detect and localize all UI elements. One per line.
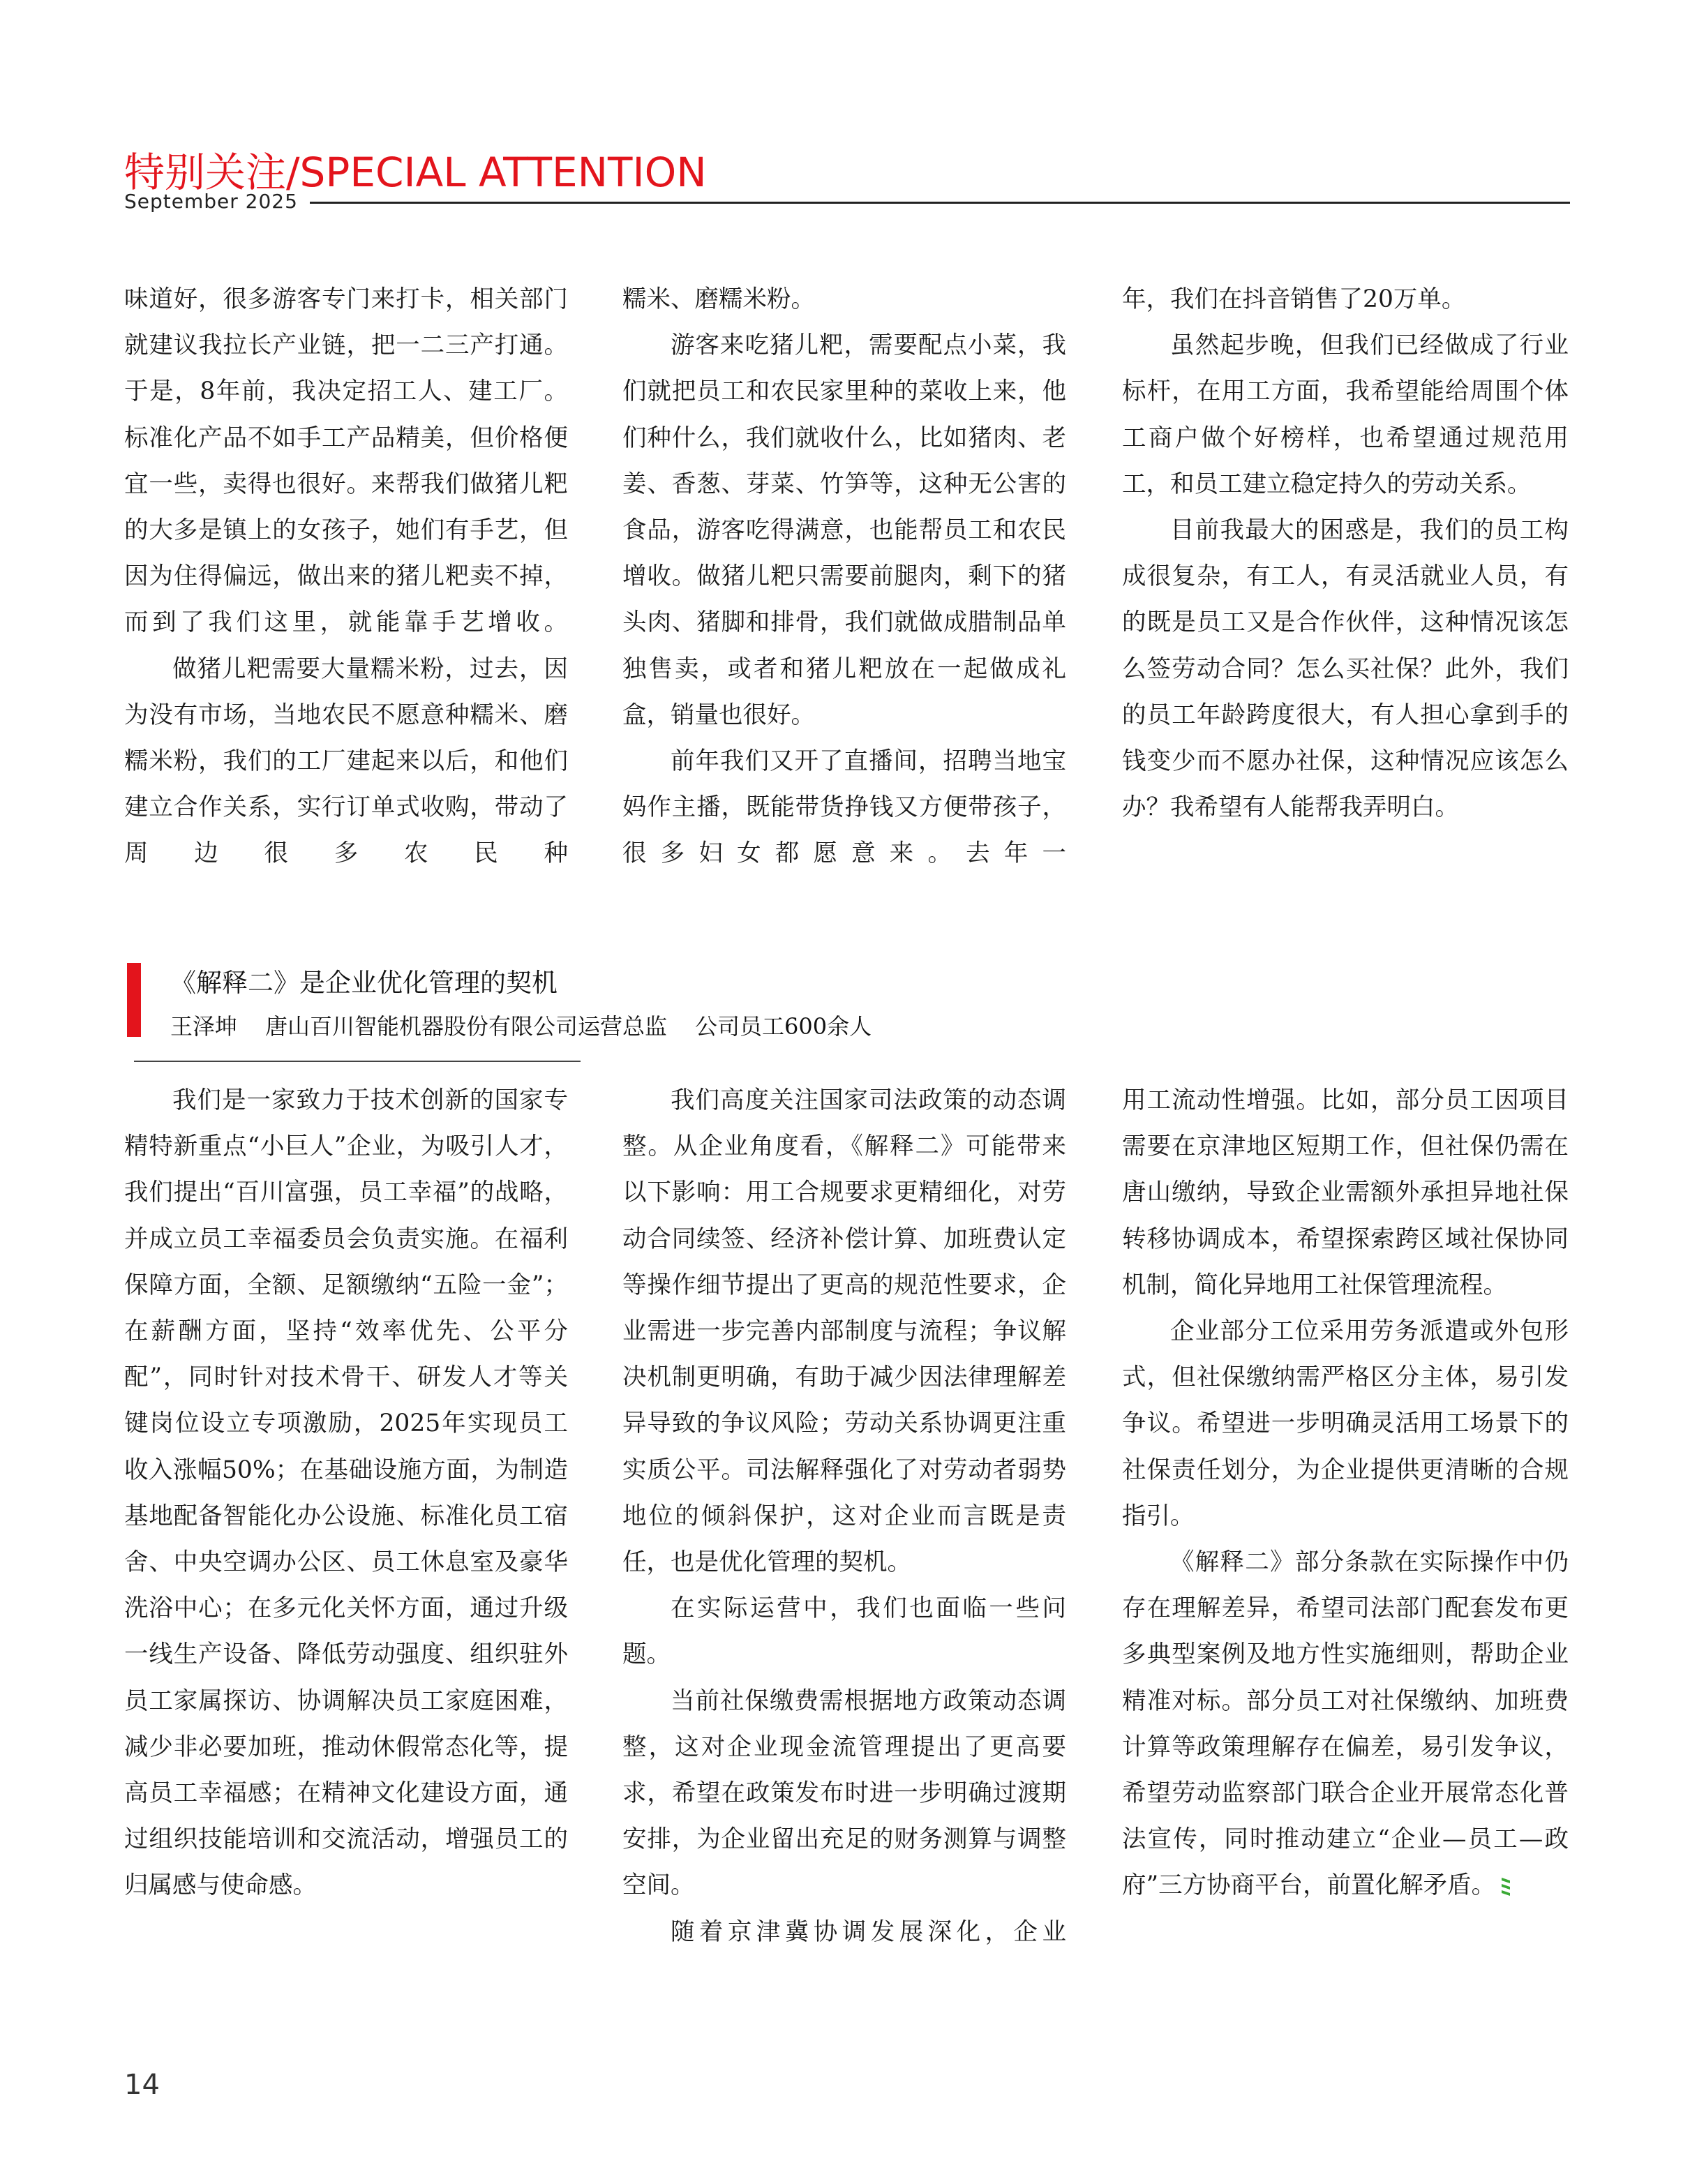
- section-title: 特别关注/SPECIAL ATTENTION: [124, 149, 707, 196]
- header-rule: [310, 202, 1570, 204]
- paragraph-text: 《解释二》部分条款在实际操作中仍存在理解差异，希望司法部门配套发布更多典型案例及地方性实施细则，帮助企业精准对标。部分员工对社保缴纳、加班费计算等政策理解存在偏差，易引发争议，希望劳动监察部门联合企业开展常态化普法宣传，同时推动建立“企业—员工—政府”三方协商平台，前置化解矛盾。: [1122, 1548, 1569, 1900]
- paragraph: 在实际运营中，我们也面临一些问题。: [622, 1594, 1066, 1669]
- article-column-2: [622, 1077, 1066, 1955]
- article-column-1: [124, 1077, 568, 1909]
- paragraph: 虽然起步晚，但我们已经做成了行业标杆，在用工方面，我希望能给周围个体工商户做个好榜样，也希望通过规范用工，和员工建立稳定持久的劳动关系。: [1122, 331, 1569, 498]
- paragraph: 做猪儿粑需要大量糯米粉，过去，因为没有市场，当地农民不愿意种糯米、磨糯米粉，我们的工厂建起来以后，和他们建立合作关系，实行订单式收购，带动了周边很多农民种: [124, 655, 568, 868]
- paragraph: 味道好，很多游客专门来打卡，相关部门就建议我拉长产业链，把一二三产打通。于是，8年前，我决定招工人、建工厂。标准化产品不如手工产品精美，但价格便宜一些，卖得也很好。来帮我们做猪儿粑的大多是镇上的女孩子，她们有手艺，但因为住得偏远，做出来的猪儿粑卖不掉，而到了我们这里，就能靠手艺增收。: [124, 285, 568, 637]
- byline-rule: [134, 1061, 581, 1062]
- paragraph: 游客来吃猪儿粑，需要配点小菜，我们就把员工和农民家里种的菜收上来，他们种什么，我们就收什么，比如猪肉、老姜、香葱、芽菜、竹笋等，这种无公害的食品，游客吃得满意，也能帮员工和农民增收。做猪儿粑只需要前腿肉，剩下的猪头肉、猪脚和排骨，我们就做成腊制品单独售卖，或者和猪儿粑放在一起做成礼盒，销量也很好。: [622, 331, 1066, 729]
- issue-date: September 2025: [124, 190, 298, 213]
- paragraph: [1122, 1539, 1569, 1909]
- author-position: 唐山百川智能机器股份有限公司运营总监: [265, 1013, 668, 1040]
- paragraph: 随着京津冀协调发展深化，企业: [671, 1917, 1066, 1946]
- paragraph: 当前社保缴费需根据地方政策动态调整，这对企业现金流管理提出了更高要求，希望在政策发布时进一步明确过渡期安排，为企业留出充足的财务测算与调整空间。: [622, 1686, 1066, 1900]
- article-column-3: [1122, 1077, 1569, 1909]
- article-title: 《解释二》是企业优化管理的契机: [170, 968, 558, 998]
- paragraph: 前年我们又开了直播间，招聘当地宝妈作主播，既能带货挣钱又方便带孩子，很多妇女都愿意来。去年一: [622, 747, 1066, 868]
- paragraph: 用工流动性增强。比如，部分员工因项目需要在京津地区短期工作，但社保仍需在唐山缴纳，导致企业需额外承担异地社保转移协调成本，希望探索跨区域社保协同机制，简化异地用工社保管理流程。: [1122, 1086, 1569, 1299]
- top-article-column-2: [622, 276, 1066, 877]
- author-name: 王泽坤: [170, 1013, 238, 1040]
- top-article-column-1: [124, 276, 568, 877]
- paragraph: 糯米、磨糯米粉。: [622, 285, 815, 313]
- page-number: 14: [124, 2069, 160, 2101]
- end-mark-icon: [1500, 1875, 1512, 1896]
- paragraph: 目前我最大的困惑是，我们的员工构成很复杂，有工人，有灵活就业人员，有的既是员工又是合作伙伴，这种情况该怎么签劳动合同？怎么买社保？此外，我们的员工年龄跨度很大，有人担心拿到手的钱变少而不愿办社保，这种情况应该怎么办？我希望有人能帮我弄明白。: [1122, 516, 1569, 822]
- paragraph: 企业部分工位采用劳务派遣或外包形式，但社保缴纳需严格区分主体，易引发争议。希望进一步明确灵活用工场景下的社保责任划分，为企业提供更清晰的合规指引。: [1122, 1317, 1569, 1530]
- top-article-column-3: [1122, 276, 1569, 830]
- company-staff: 公司员工600余人: [695, 1013, 872, 1040]
- byline: [170, 1009, 899, 1041]
- paragraph: 我们高度关注国家司法政策的动态调整。从企业角度看，《解释二》可能带来以下影响：用工合规要求更精细化，对劳动合同续签、经济补偿计算、加班费认定等操作细节提出了更高的规范性要求，企业需进一步完善内部制度与流程；争议解决机制更明确，有助于减少因法律理解差异导致的争议风险；劳动关系协调更注重实质公平。司法解释强化了对劳动者弱势地位的倾斜保护，这对企业而言既是责任，也是优化管理的契机。: [622, 1086, 1066, 1577]
- subheading-marker: [127, 963, 141, 1037]
- paragraph: 我们是一家致力于技术创新的国家专精特新重点“小巨人”企业，为吸引人才，我们提出“百川富强，员工幸福”的战略，并成立员工幸福委员会负责实施。在福利保障方面，全额、足额缴纳“五险一金”；在薪酬方面，坚持“效率优先、公平分配”，同时针对技术骨干、研发人才等关键岗位设立专项激励，2025年实现员工收入涨幅50%；在基础设施方面，为制造基地配备智能化办公设施、标准化员工宿舍、中央空调办公区、员工休息室及豪华洗浴中心；在多元化关怀方面，通过升级一线生产设备、降低劳动强度、组织驻外员工家属探访、协调解决员工家庭困难，减少非必要加班，推动休假常态化等，提高员工幸福感；在精神文化建设方面，通过组织技能培训和交流活动，增强员工的归属感与使命感。: [124, 1086, 568, 1900]
- paragraph: 年，我们在抖音销售了20万单。: [1122, 285, 1466, 313]
